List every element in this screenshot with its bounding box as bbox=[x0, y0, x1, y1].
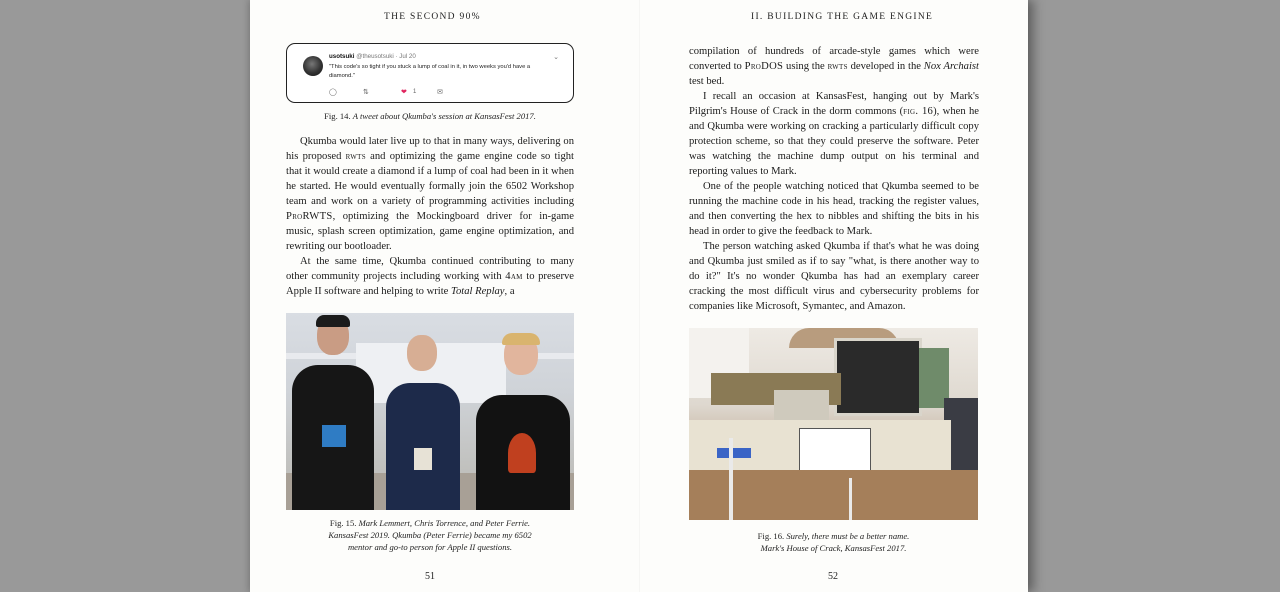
tweet-author bbox=[329, 53, 416, 60]
text-run: developed in the bbox=[847, 61, 924, 72]
small-caps-run: rwts bbox=[827, 61, 848, 72]
fig16-line-1 bbox=[689, 530, 978, 542]
left-paragraph-2 bbox=[286, 254, 574, 299]
embedded-tweet bbox=[286, 43, 574, 103]
tweet-handle: @theusotsuki · Jul 20 bbox=[356, 53, 416, 60]
page-gutter bbox=[639, 0, 640, 592]
tweet-text: "This code's so tight if you stuck a lump of coal in it, in two weeks you'd have a diamond." bbox=[329, 64, 531, 79]
left-page-number: 51 bbox=[425, 571, 435, 582]
left-body-text bbox=[286, 134, 574, 299]
small-caps-run: fig. 16 bbox=[903, 106, 934, 117]
text-run: At the same time, Qkumba continued contributing to many other community projects including working with bbox=[286, 256, 574, 282]
italic-run: Total Replay bbox=[451, 286, 505, 297]
fig15-text-2: KansasFest 2019. Qkumba (Peter Ferrie) became my 6502 bbox=[328, 530, 532, 540]
right-paragraph-3: One of the people watching noticed that Qkumba seemed to be running the machine code in his head, tracking the register values, and then converting the hex to nibbles and shifting the bits in his head in order to give the feedback to Mark. bbox=[689, 181, 979, 237]
small-caps-run: ProDOS bbox=[744, 61, 784, 72]
figure-15-caption bbox=[286, 517, 574, 553]
fig16-text-2: Mark's House of Crack, KansasFest 2017. bbox=[760, 543, 907, 553]
right-body-text bbox=[689, 44, 979, 314]
text-run: and optimizing the game engine code so tight that it would create a diamond if a lump of coal had been in it when he started. He would eventually formally join the 6502 Workshop team and work on a variety of programming activities including bbox=[286, 151, 574, 207]
text-run: compilation of hundreds of arcade-style games which were converted to bbox=[689, 46, 979, 72]
reply-icon: ◯ bbox=[329, 89, 337, 96]
figure-15-photo bbox=[286, 313, 574, 510]
text-run: to preserve Apple II software and helping to write bbox=[286, 271, 575, 297]
small-caps-run: 4am bbox=[505, 271, 523, 282]
right-running-head: II. BUILDING THE GAME ENGINE bbox=[751, 12, 934, 22]
fig15-text: Mark Lemmert, Chris Torrence, and Peter Ferrie. bbox=[358, 518, 531, 528]
fig16-text: Surely, there must be a better name. bbox=[786, 531, 910, 541]
right-paragraph-4: The person watching asked Qkumba if that's what he was doing and Qkumba just smiled as if to say "what, is there another way to do it?" It's no wonder Qkumba has had an exemplary career cracking the most difficult virus and cybersecurity problems for companies like Microsoft, Symantec, and Amazon. bbox=[689, 241, 979, 312]
fig14-label: Fig. 14. bbox=[324, 111, 351, 121]
like-count: 1 bbox=[413, 89, 417, 95]
fig16-line-2 bbox=[689, 542, 978, 554]
heart-icon: ❤ bbox=[401, 89, 407, 96]
text-run: ), when he and Qkumba were working on cracking a particularly difficult copy protection scheme, so that they could preserve the software. Peter was watching the machine dump output on his terminal and reporting values to Mark. bbox=[689, 106, 979, 177]
tweet-user-name: usotsuki bbox=[329, 53, 355, 60]
fig15-line-3 bbox=[286, 541, 574, 553]
text-run: Qkumba would later live up to that in many ways, delivering on his proposed bbox=[286, 136, 574, 162]
fig15-line-2 bbox=[286, 529, 574, 541]
fig16-label: Fig. 16. bbox=[757, 531, 785, 541]
left-running-head: THE SECOND 90% bbox=[384, 12, 481, 22]
left-paragraph-1 bbox=[286, 134, 574, 254]
figure-14-caption bbox=[286, 110, 574, 122]
text-run: I recall an occasion at KansasFest, hanging out by Mark's Pilgrim's House of Crack in the dorm commons ( bbox=[689, 91, 979, 117]
figure-16-caption bbox=[689, 530, 978, 554]
small-caps-run: ProRWTS bbox=[286, 211, 333, 222]
text-run: , optimizing the Mockingboard driver for in-game music, splash screen optimization, game engine optimization, and rewriting our bootloader. bbox=[286, 211, 574, 252]
fig15-line-1 bbox=[286, 517, 574, 529]
text-run: test bed. bbox=[689, 76, 725, 87]
figure-16-photo bbox=[689, 328, 978, 520]
fig14-text: A tweet about Qkumba's session at KansasFest 2017. bbox=[352, 111, 536, 121]
mail-icon: ✉ bbox=[437, 89, 443, 96]
text-run: using the bbox=[783, 61, 828, 72]
small-caps-run: rwts bbox=[345, 151, 366, 162]
right-paragraph-1 bbox=[689, 44, 979, 89]
tweet-actions bbox=[329, 88, 459, 97]
retweet-icon: ⇅ bbox=[363, 89, 369, 96]
text-run: , a bbox=[504, 286, 515, 297]
chevron-down-icon: ⌄ bbox=[553, 54, 559, 61]
fig15-label: Fig. 15. bbox=[329, 518, 357, 528]
italic-run: Nox Archaist bbox=[923, 61, 979, 72]
avatar bbox=[303, 56, 323, 76]
right-paragraph-2 bbox=[689, 89, 979, 179]
right-page-number: 52 bbox=[828, 571, 838, 582]
fig15-text-3: mentor and go-to person for Apple II questions. bbox=[347, 542, 513, 552]
